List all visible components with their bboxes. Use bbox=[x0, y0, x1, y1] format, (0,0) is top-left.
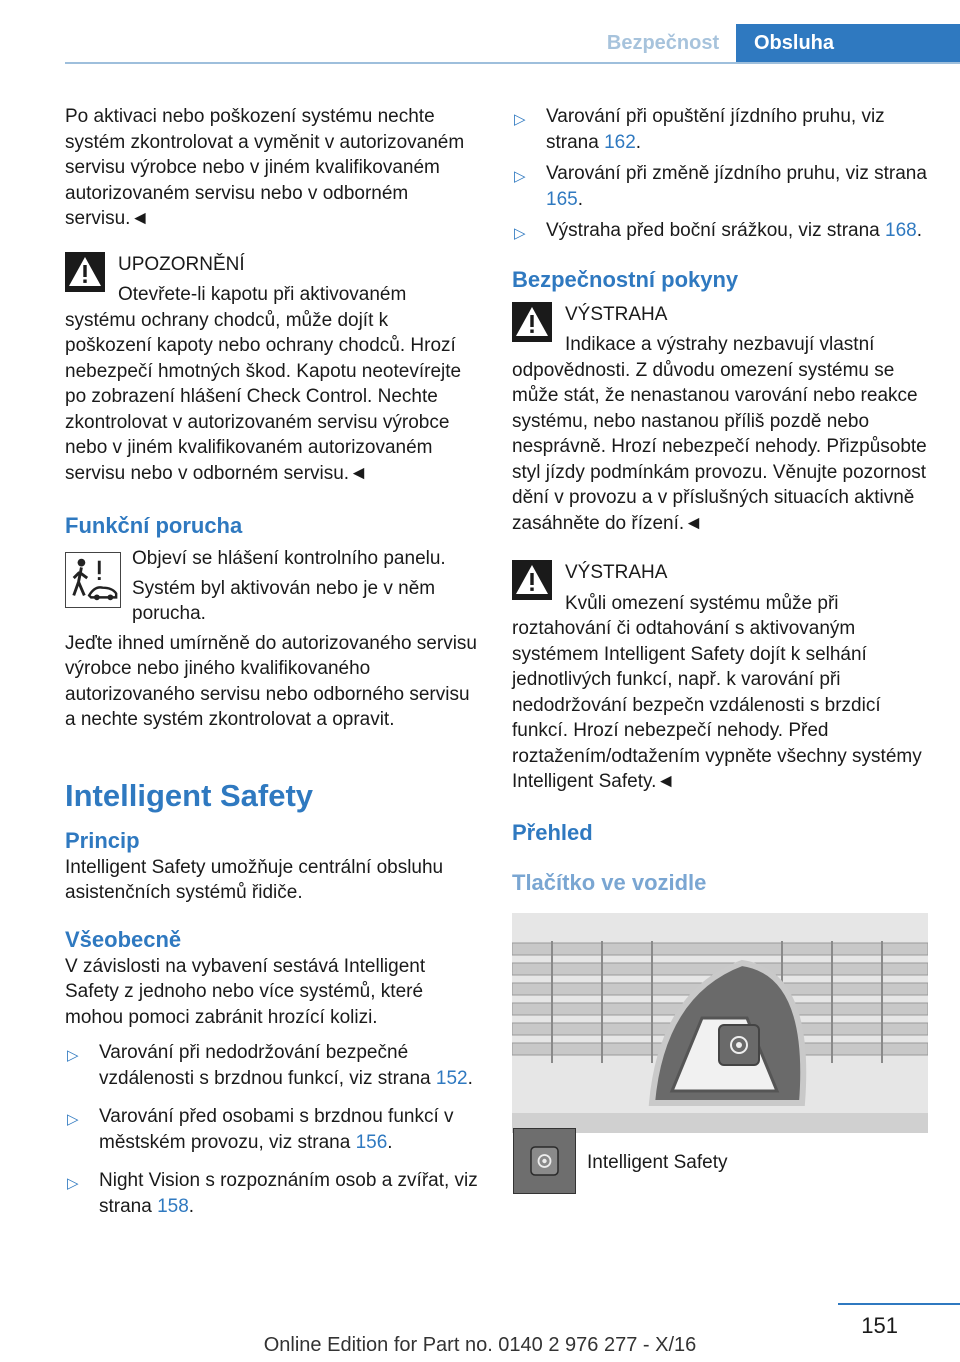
list-item-text: Varování před osobami s brzdnou funkcí v městském provozu, viz strana bbox=[99, 1106, 454, 1153]
princip-heading: Princip bbox=[65, 827, 140, 853]
page-link[interactable]: 168 bbox=[885, 220, 917, 241]
header-section-tab[interactable]: Bezpečnost bbox=[606, 32, 720, 54]
funkcni-porucha-body: Jeďte ihned umírněně do autorizovaného servisu výrobce nebo jiného kvalifikovaného autorizovaného servisu nebo odborného servisu a nechte systém zkontrolovat a opravit. bbox=[65, 632, 477, 730]
button-caption: Intelligent Safety bbox=[587, 1152, 728, 1173]
page-link[interactable]: 165 bbox=[546, 188, 578, 210]
bullet-triangle-icon: ▷ bbox=[67, 1047, 79, 1064]
list-item-text: Výstraha před boční srážkou, viz strana bbox=[546, 220, 885, 241]
warning-body: Otevřete-li kapotu při aktivovaném systému ochrany chodců, může dojít k poškození kapoty nebo ochrany chodců. Hrozí nebezpečí hmotných škod. Kapotu neotevírejte po zobrazení hlášení Check Control. Nechte zkontrolovat v autorizovaném servisu výrobce nebo v jiném kvalifikovaném autorizovaném servisu nebo v odborném servisu.◄ bbox=[65, 284, 462, 484]
warning-block-vystraha-2 bbox=[512, 560, 927, 795]
page-link[interactable]: 158 bbox=[157, 1195, 189, 1217]
list-item-text: Varování při opuštění jízdního pruhu, viz strana bbox=[546, 106, 885, 153]
intro-paragraph: Po aktivaci nebo poškození systému nechte systém zkontrolovat a vyměnit v autorizovaném servisu výrobce nebo v jiném kvalifikovaném autorizovaném servisu nebo v odborném servisu.◄ bbox=[65, 106, 465, 229]
list-item bbox=[65, 1104, 480, 1155]
list-item bbox=[65, 1168, 480, 1219]
list-item-end: . bbox=[916, 220, 922, 241]
list-item bbox=[512, 104, 927, 155]
list-item-text: Varování při změně jízdního pruhu, viz strana bbox=[546, 163, 927, 184]
vseobecne-heading: Všeobecně bbox=[65, 926, 182, 952]
warning-body: Indikace a výstrahy nezbavují vlastní odpovědnosti. Z důvodu omezení systému se může stát, že nenastanou varování nebo reakce systému, nebo nastanou příliš pozdě nebo nesprávně. Hrozí nebezpečí nehody. Přizpůsobte styl jízdy podmínkám provozu. Věnujte pozornost dění v provozu a v příslušných situacích aktivně zasáhněte do řízení.◄ bbox=[512, 334, 927, 534]
page-link[interactable]: 152 bbox=[435, 1067, 468, 1089]
page-link[interactable]: 162 bbox=[604, 131, 636, 153]
princip-body: Intelligent Safety umožňuje centrální obsluhu asistenčních systémů řidiče. bbox=[65, 856, 444, 903]
list-item-end: . bbox=[188, 1195, 195, 1217]
dashboard-vent-illustration bbox=[512, 913, 928, 1133]
funkcni-porucha-heading: Funkční porucha bbox=[65, 513, 243, 538]
list-item bbox=[512, 218, 927, 244]
bullet-triangle-icon: ▷ bbox=[514, 111, 526, 128]
list-item bbox=[512, 161, 927, 212]
warning-block-vystraha-1 bbox=[512, 302, 927, 537]
left-column bbox=[65, 104, 480, 1219]
intelligent-safety-button-icon bbox=[513, 1128, 576, 1194]
right-bullet-list bbox=[512, 104, 927, 244]
warning-triangle-icon bbox=[512, 302, 552, 342]
bezpecnostni-pokyny-heading: Bezpečnostní pokyny bbox=[512, 266, 739, 292]
warning-block-upozorneni bbox=[65, 252, 480, 487]
list-item-text: Night Vision s rozpoznáním osob a zvířat, viz strana bbox=[99, 1170, 478, 1217]
bullet-triangle-icon: ▷ bbox=[67, 1175, 79, 1192]
warning-triangle-icon bbox=[65, 252, 105, 292]
warning-triangle-icon bbox=[512, 560, 552, 600]
page-link[interactable]: 156 bbox=[355, 1131, 388, 1153]
list-item bbox=[65, 1040, 480, 1091]
funkcni-porucha-indicator bbox=[65, 546, 480, 627]
footer-rule bbox=[838, 1303, 960, 1305]
warning-title: VÝSTRAHA bbox=[565, 303, 668, 325]
header-rule bbox=[65, 62, 960, 64]
warning-title: VÝSTRAHA bbox=[565, 562, 668, 583]
page-number: 151 bbox=[861, 1313, 898, 1338]
warning-body: Kvůli omezení systému může při roztahování či odtahování s aktivovaným systémem Intelligent Safety dojít k selhání jednotlivých funkcí, např. k varování při nedodržování bezpečn vzdálenosti s brzdicí funkcí. Hrozí nebezpečí nehody. Před roztažením/odtažením vypněte všechny systémy Intelligent Safety.◄ bbox=[512, 592, 922, 792]
prehled-heading: Přehled bbox=[512, 819, 593, 845]
vseobecne-body: V závislosti na vybavení sestává Intelligent Safety z jednoho nebo více systémů, které mohou pomoci zabránit hrozící kolizi. bbox=[65, 955, 426, 1028]
list-item-end: . bbox=[467, 1067, 473, 1089]
list-item-end: . bbox=[387, 1131, 393, 1153]
funkcni-porucha-line2: Systém byl aktivován nebo je v něm porucha. bbox=[132, 577, 436, 624]
list-item-end: . bbox=[577, 188, 583, 210]
vehicle-button-photo bbox=[512, 913, 928, 1133]
right-column bbox=[512, 104, 927, 897]
funkcni-porucha-line1: Objeví se hlášení kontrolního panelu. bbox=[132, 548, 446, 569]
pedestrian-protection-icon bbox=[65, 552, 121, 608]
warning-title: UPOZORNĚNÍ bbox=[118, 253, 245, 275]
left-bullet-list bbox=[65, 1040, 480, 1219]
list-item-text: Varování při nedodržování bezpečné vzdálenosti s brzdnou funkcí, viz strana bbox=[99, 1042, 436, 1089]
header-active-tab[interactable]: Obsluha bbox=[736, 24, 960, 64]
bullet-triangle-icon: ▷ bbox=[514, 168, 526, 185]
list-item-end: . bbox=[635, 131, 642, 153]
footer-edition: Online Edition for Part no. 0140 2 976 277 - X/16 bbox=[263, 1334, 697, 1356]
bullet-triangle-icon: ▷ bbox=[514, 225, 526, 242]
intelligent-safety-title: Intelligent Safety bbox=[65, 777, 314, 813]
tlacitko-heading: Tlačítko ve vozidle bbox=[512, 869, 707, 895]
button-symbol-icon bbox=[514, 1129, 575, 1193]
bullet-triangle-icon: ▷ bbox=[67, 1111, 79, 1128]
